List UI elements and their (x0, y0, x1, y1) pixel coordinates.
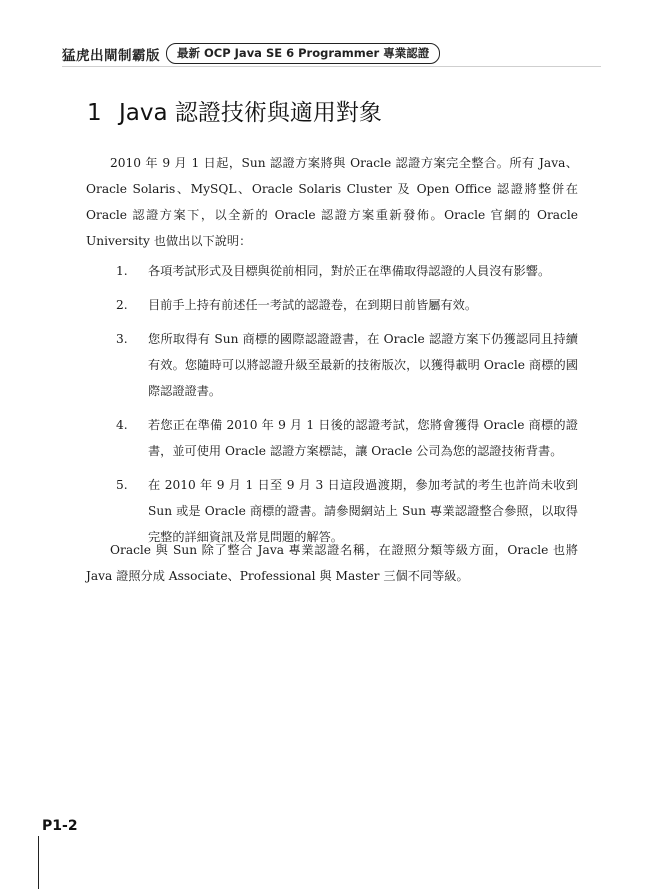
list-item (86, 258, 578, 284)
list-item-text: 若您正在準備 2010 年 9 月 1 日後的認證考試，您將會獲得 Oracle 商標的證書，並可使用 Oracle 認證方案標誌，讓 Oracle 公司為您的認證技術背書。 (148, 418, 578, 458)
book-title-badge: 最新 OCP Java SE 6 Programmer 專業認證 (166, 43, 440, 64)
list-item (86, 412, 578, 464)
list-item-number: 3. (116, 332, 128, 346)
header-divider (62, 66, 601, 67)
announcement-list (86, 258, 578, 558)
section-title: Java 認證技術與適用對象 (119, 100, 382, 126)
section-heading (87, 94, 382, 127)
list-item-number: 2. (116, 298, 128, 312)
page-number: P1-2 (42, 818, 78, 834)
closing-paragraph: Oracle 與 Sun 除了整合 Java 專業認證名稱，在證照分類等級方面，Oracle 也將 Java 證照分成 Associate、Professional 與 Master 三個不同等級。 (86, 543, 578, 583)
running-header (62, 43, 440, 64)
section-number: 1 (87, 100, 102, 126)
list-item-number: 5. (116, 478, 128, 492)
list-item-text: 目前手上持有前述任一考試的認證卷，在到期日前皆屬有效。 (148, 298, 478, 312)
list-item-number: 4. (116, 418, 128, 432)
series-label: 猛虎出閘制霸版 (62, 47, 160, 64)
margin-rule (38, 836, 39, 889)
list-item (86, 292, 578, 318)
list-item-text: 各項考試形式及目標與從前相同，對於正在準備取得認證的人員沒有影響。 (148, 264, 551, 278)
list-item (86, 326, 578, 404)
list-item-text: 在 2010 年 9 月 1 日至 9 月 3 日這段過渡期，參加考試的考生也許尚未收到 Sun 或是 Oracle 商標的證書。請參閱網站上 Sun 專業認證整合參照，以取得完整的詳細資訊及常見問題的解答。 (148, 478, 578, 544)
list-item-text: 您所取得有 Sun 商標的國際認證證書，在 Oracle 認證方案下仍獲認同且持續有效。您隨時可以將認證升級至最新的技術版次，以獲得載明 Oracle 商標的國際認證證書。 (148, 332, 578, 398)
intro-paragraph: 2010 年 9 月 1 日起，Sun 認證方案將與 Oracle 認證方案完全整合。所有 Java、Oracle Solaris、MySQL、Oracle Solaris Cluster 及 Open Office 認證將整併在 Oracle 認證方案下，以全新的 Oracle 認證方案重新發佈。Oracle 官網的 Oracle University 也做出以下說明： (86, 156, 578, 248)
list-item-number: 1. (116, 264, 128, 278)
